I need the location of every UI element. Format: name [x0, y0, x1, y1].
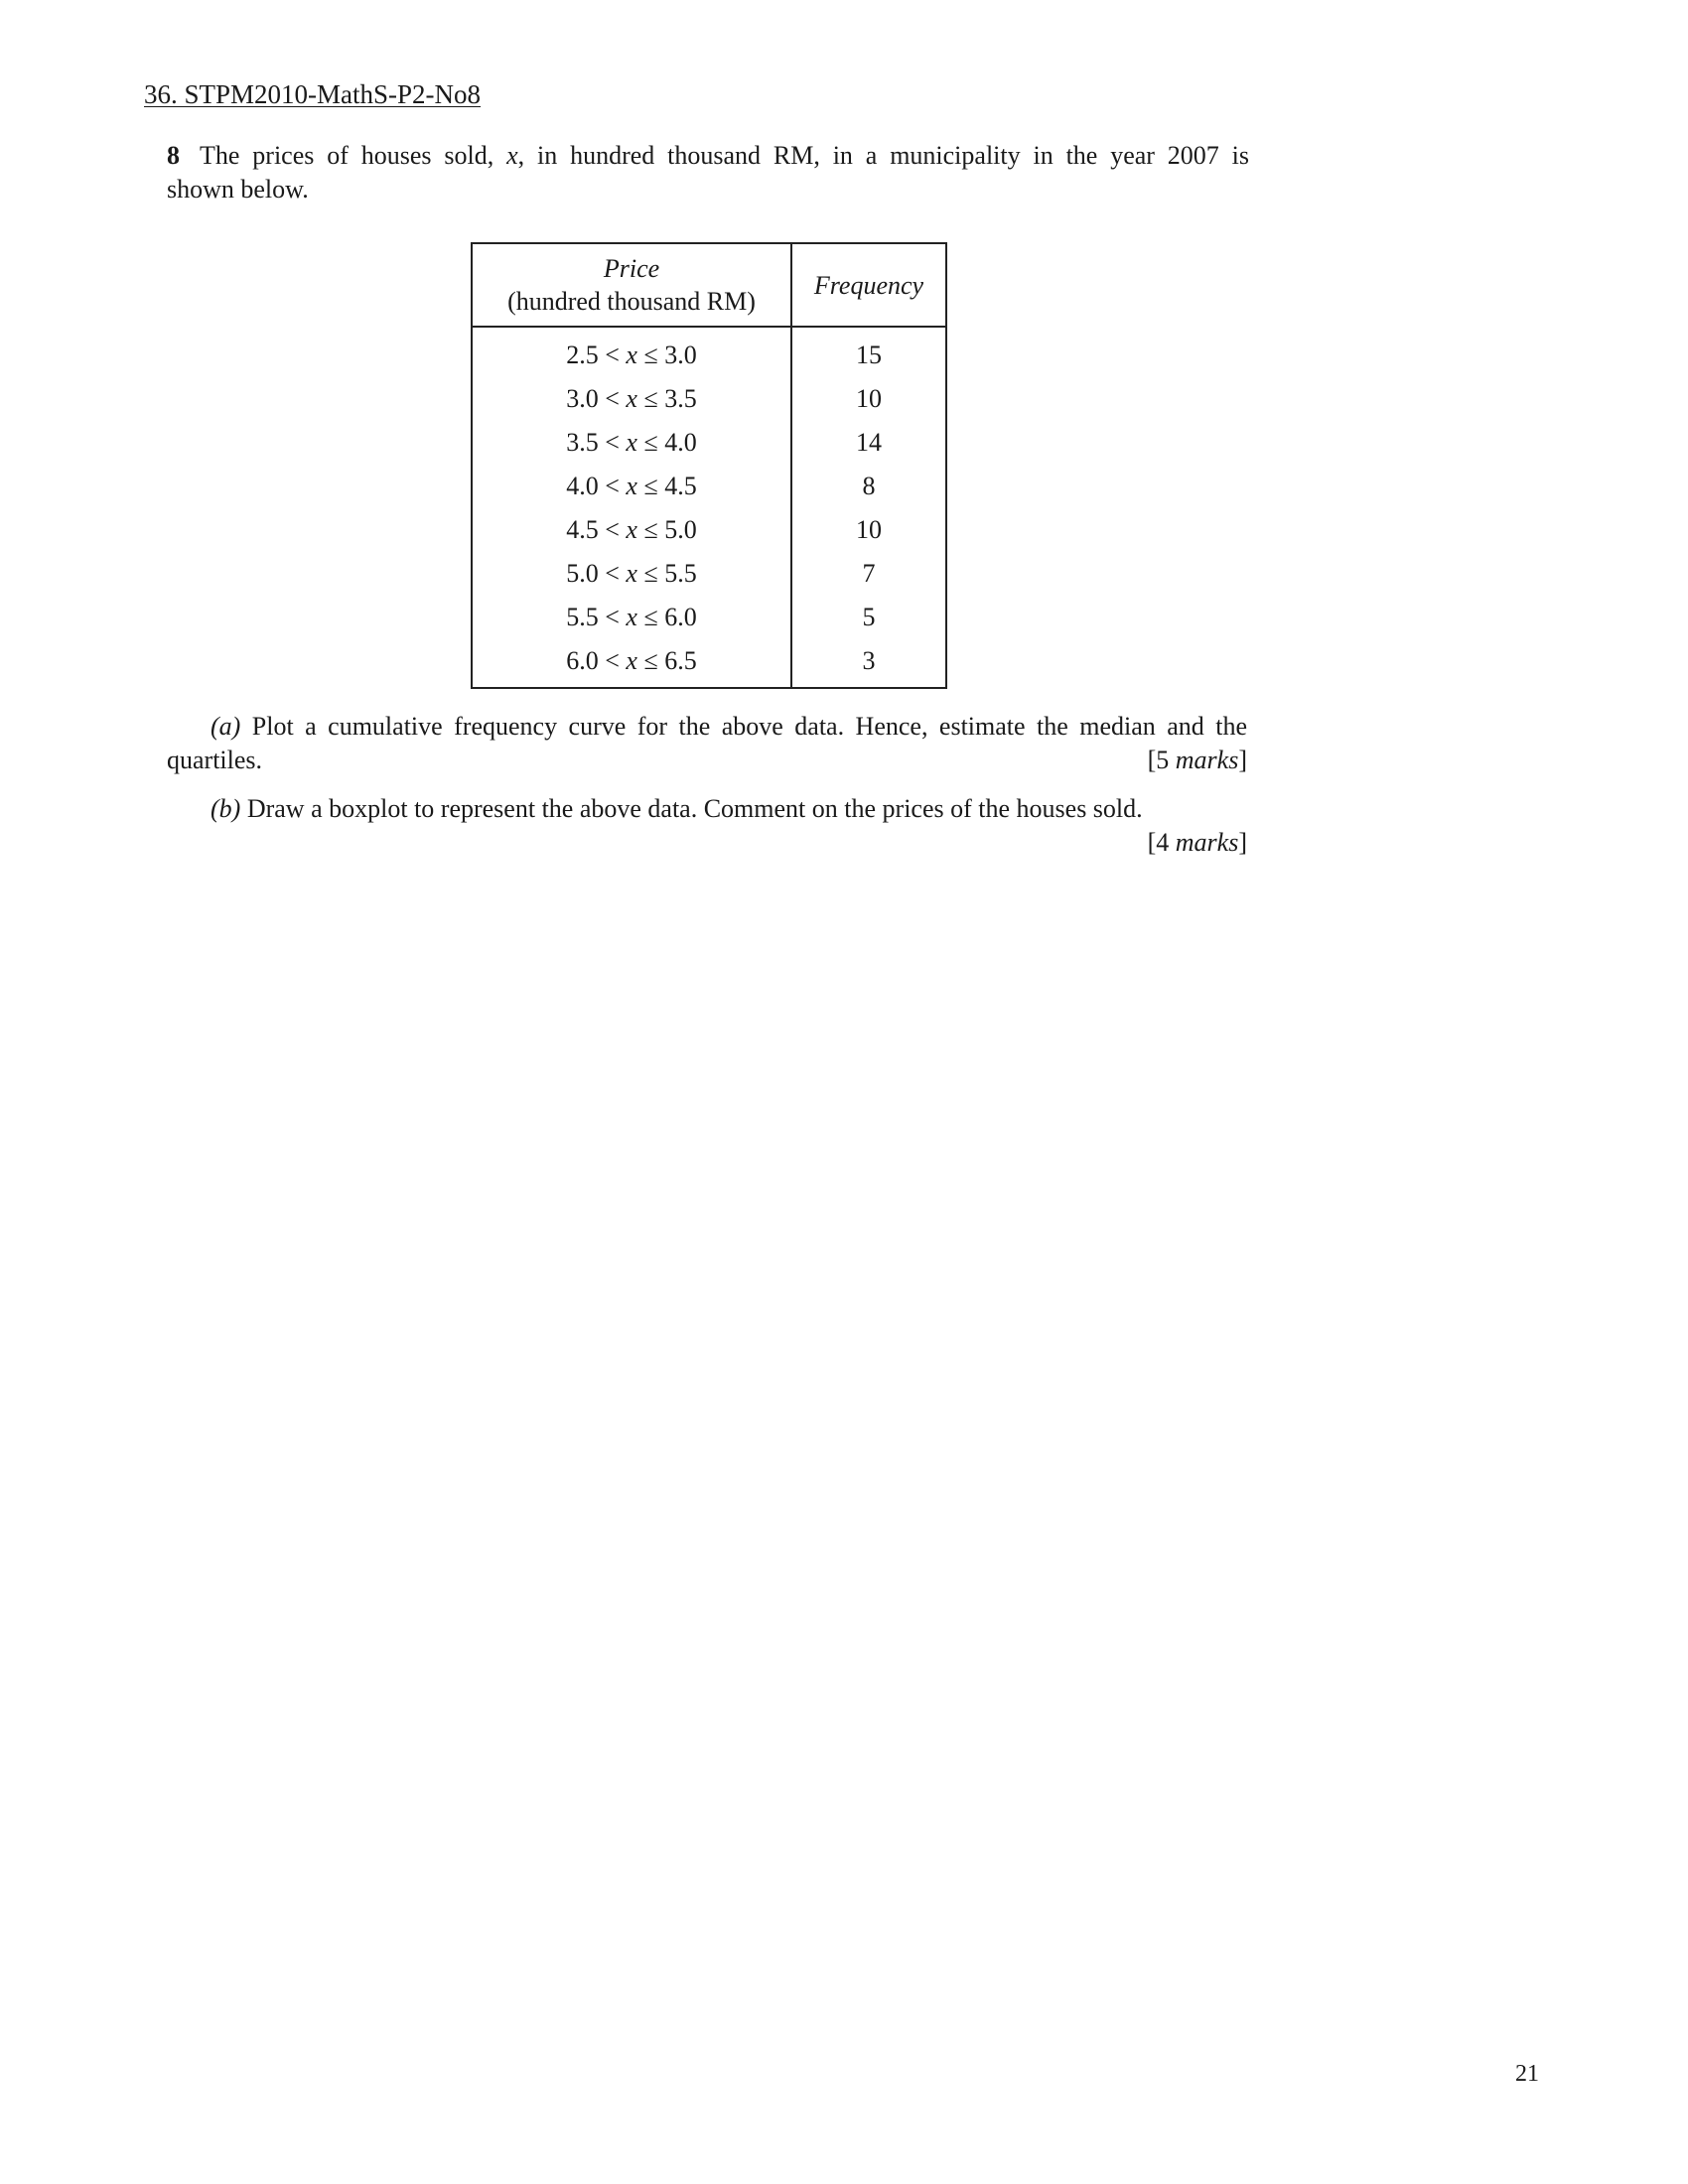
price-cell: 2.5 < x ≤ 3.0: [472, 327, 791, 377]
price-frequency-table: [471, 242, 947, 689]
table-row: [472, 639, 946, 688]
price-cell: 3.5 < x ≤ 4.0: [472, 421, 791, 465]
frequency-cell: 7: [791, 552, 946, 596]
table-header-row: [472, 243, 946, 327]
frequency-cell: 15: [791, 327, 946, 377]
table-row: [472, 377, 946, 421]
part-a-marks: [5 marks]: [1147, 746, 1247, 774]
price-cell: 6.0 < x ≤ 6.5: [472, 639, 791, 688]
price-cell: 5.5 < x ≤ 6.0: [472, 596, 791, 639]
frequency-cell: 3: [791, 639, 946, 688]
part-a: [167, 710, 1247, 777]
part-a-text-line-2: quartiles.: [167, 746, 263, 774]
part-b-text-line-1: Draw a boxplot to represent the above data. Comment on the prices of the houses sold.: [246, 794, 1143, 823]
part-a-text-line-1: Plot a cumulative frequency curve for the above data. Hence, estimate the median and the: [251, 712, 1247, 741]
part-a-line-1: [167, 710, 1247, 744]
page-number: 21: [1515, 2061, 1539, 2087]
table-row: [472, 327, 946, 377]
table-row: [472, 552, 946, 596]
question-number: 8: [167, 141, 180, 170]
question-text-line-2: shown below.: [167, 175, 309, 204]
frequency-cell: 5: [791, 596, 946, 639]
frequency-column-header: Frequency: [791, 243, 946, 327]
price-cell: 4.0 < x ≤ 4.5: [472, 465, 791, 508]
part-b: [167, 792, 1247, 860]
table-row: [472, 596, 946, 639]
table-row: [472, 421, 946, 465]
price-cell: 5.0 < x ≤ 5.5: [472, 552, 791, 596]
price-column-header: [472, 243, 791, 327]
table-row: [472, 508, 946, 552]
question-text-line-1: The prices of houses sold, x, in hundred thousand RM, in a municipality in the year 2007 is: [200, 141, 1249, 170]
part-a-label: (a): [211, 712, 241, 741]
part-b-label: (b): [211, 794, 241, 823]
frequency-cell: 10: [791, 508, 946, 552]
table-row: [472, 465, 946, 508]
price-cell: 4.5 < x ≤ 5.0: [472, 508, 791, 552]
price-unit: (hundred thousand RM): [507, 287, 756, 316]
frequency-cell: 14: [791, 421, 946, 465]
document-header: 36. STPM2010-MathS-P2-No8: [144, 79, 482, 109]
price-heading: Price: [603, 254, 660, 283]
part-a-line-2: [167, 744, 1247, 777]
part-b-line-1: [167, 792, 1247, 826]
frequency-cell: 10: [791, 377, 946, 421]
question-stem: [167, 139, 1249, 206]
price-cell: 3.0 < x ≤ 3.5: [472, 377, 791, 421]
question-line-1: [167, 139, 1249, 173]
table-body: [472, 327, 946, 688]
frequency-cell: 8: [791, 465, 946, 508]
part-b-marks: [4 marks]: [1147, 828, 1247, 857]
